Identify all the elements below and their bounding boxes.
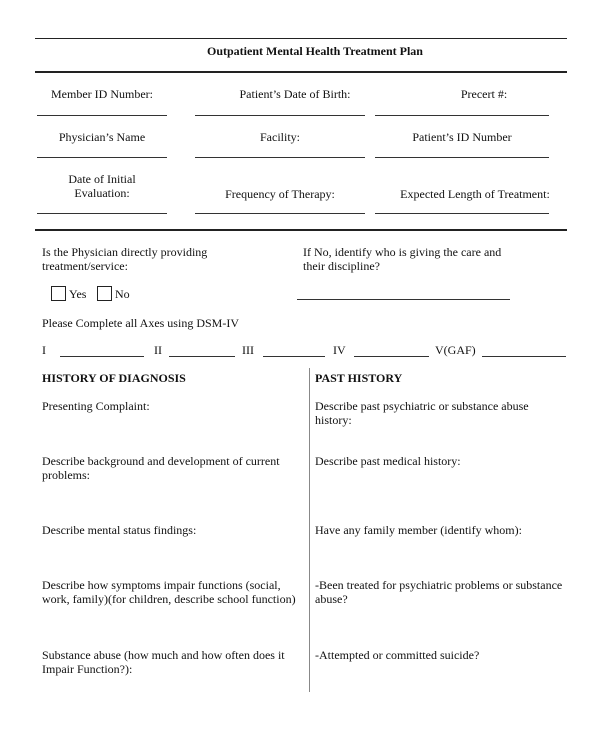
row1-line-2[interactable]	[195, 115, 365, 116]
precert-label: Precert #:	[460, 87, 508, 101]
background-development: Describe background and development of current problems:	[42, 454, 280, 482]
past-psychiatric-history: Describe past psychiatric or substance abuse history:	[315, 399, 529, 427]
if-no-answer-line[interactable]	[297, 299, 510, 300]
past-history-heading: PAST HISTORY	[315, 371, 403, 385]
column-divider	[309, 368, 310, 692]
top-rule	[35, 38, 567, 39]
physician-name-label: Physician’s Name	[58, 130, 146, 144]
facility-line[interactable]	[195, 157, 365, 158]
physician-question-2: treatment/service:	[42, 259, 128, 273]
no-checkbox[interactable]	[97, 286, 112, 301]
axis-line-5[interactable]	[482, 356, 566, 357]
yes-checkbox[interactable]	[51, 286, 66, 301]
patient-dob-label: Patient’s Date of Birth:	[239, 87, 351, 101]
mental-status-findings: Describe mental status findings:	[42, 523, 197, 537]
facility-label: Facility:	[260, 130, 300, 144]
expected-length-line[interactable]	[375, 213, 549, 214]
if-no-question-1: If No, identify who is giving the care and	[303, 245, 502, 259]
axis-label-5: V(GAF)	[435, 343, 476, 357]
no-label: No	[115, 287, 130, 301]
axis-label-2: II	[154, 343, 162, 357]
axis-label-4: IV	[333, 343, 346, 357]
row1-line-1[interactable]	[37, 115, 167, 116]
physician-name-line[interactable]	[37, 157, 167, 158]
axis-line-4[interactable]	[354, 356, 429, 357]
if-no-question-2: their discipline?	[303, 259, 380, 273]
symptoms-impair-functions: Describe how symptoms impair functions (social, work, family)(for children, describe school function)	[42, 578, 296, 606]
expected-length-label: Expected Length of Treatment:	[400, 187, 550, 201]
axis-line-2[interactable]	[169, 356, 235, 357]
patient-id-label: Patient’s ID Number	[412, 130, 512, 144]
patient-id-line[interactable]	[375, 157, 549, 158]
axis-line-3[interactable]	[263, 356, 325, 357]
axis-label-1: I	[42, 343, 46, 357]
family-suicide: -Attempted or committed suicide?	[315, 648, 480, 662]
family-member: Have any family member (identify whom):	[315, 523, 522, 537]
axis-line-1[interactable]	[60, 356, 144, 357]
title-underline	[35, 71, 567, 73]
substance-abuse: Substance abuse (how much and how often does it Impair Function?):	[42, 648, 285, 676]
physician-question-1: Is the Physician directly providing	[42, 245, 208, 259]
yes-label: Yes	[69, 287, 87, 301]
family-psychiatric-treatment: -Been treated for psychiatric problems or substance abuse?	[315, 578, 563, 606]
section-rule-1	[35, 229, 567, 231]
past-medical-history: Describe past medical history:	[315, 454, 461, 468]
axes-instruction: Please Complete all Axes using DSM-IV	[42, 316, 239, 330]
member-id-label: Member ID Number:	[51, 87, 153, 101]
date-initial-label-1: Date of Initial	[68, 172, 136, 186]
frequency-label: Frequency of Therapy:	[225, 187, 335, 201]
axis-label-3: III	[242, 343, 254, 357]
form-title: Outpatient Mental Health Treatment Plan	[207, 44, 423, 58]
row1-line-3[interactable]	[375, 115, 549, 116]
history-of-diagnosis-heading: HISTORY OF DIAGNOSIS	[42, 371, 186, 385]
frequency-line[interactable]	[195, 213, 365, 214]
date-initial-label-2: Evaluation:	[74, 186, 130, 200]
presenting-complaint: Presenting Complaint:	[42, 399, 150, 413]
date-initial-line[interactable]	[37, 213, 167, 214]
